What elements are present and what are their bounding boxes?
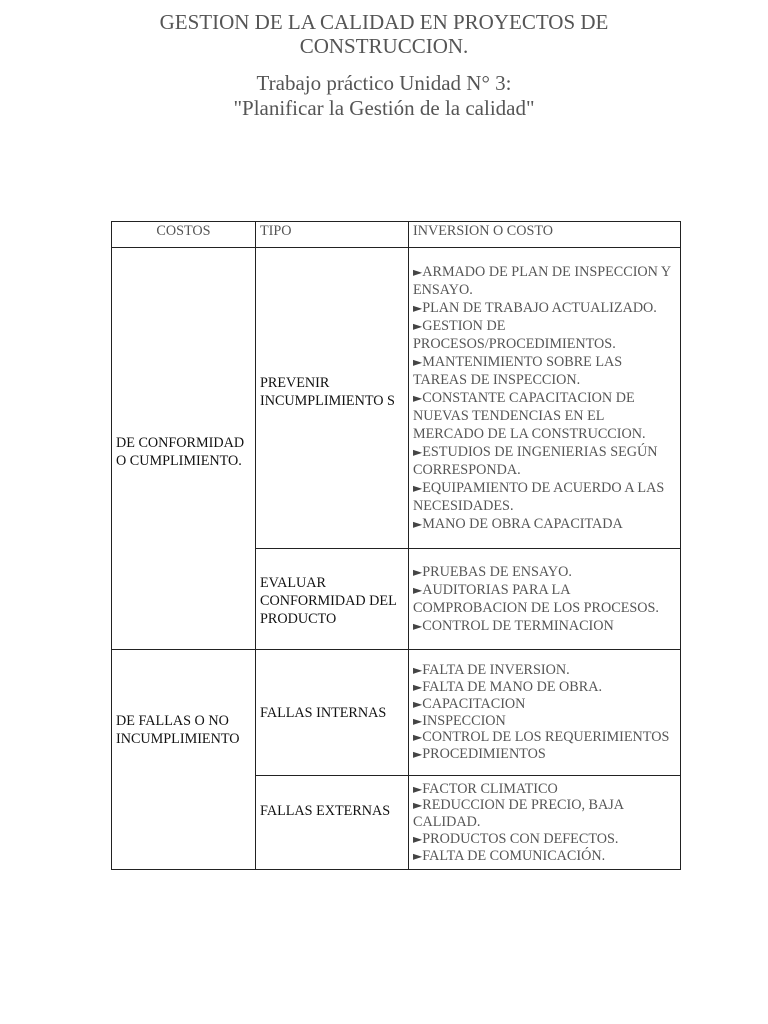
bullet-arrow-icon: ► [413, 730, 423, 745]
table-row [112, 248, 681, 549]
items-list [413, 563, 676, 635]
list-item: ►CONTROL DE LOS REQUERIMIENTOS [413, 729, 670, 746]
list-item: ►CONSTANTE CAPACITACION DE NUEVAS TENDENCIAS EN EL MERCADO DE LA CONSTRUCCION. [413, 390, 646, 442]
list-item: ►FALTA DE MANO DE OBRA. [413, 678, 602, 695]
items-cell-prevenir [409, 248, 681, 549]
document-header [0, 10, 768, 121]
column-header-costos: COSTOS [112, 222, 256, 248]
list-item: ►CONTROL DE TERMINACION [413, 618, 614, 634]
bullet-arrow-icon: ► [413, 391, 423, 405]
bullet-arrow-icon: ► [413, 831, 423, 846]
bullet-arrow-icon: ► [413, 445, 423, 459]
bullet-arrow-icon: ► [413, 517, 423, 531]
list-item: ►FALTA DE COMUNICACIÓN. [413, 847, 606, 864]
tipo-cell-fallas-internas: FALLAS INTERNAS [256, 650, 409, 776]
bullet-arrow-icon: ► [413, 319, 423, 333]
list-item: ►REDUCCION DE PRECIO, BAJA CALIDAD. [413, 797, 624, 831]
bullet-arrow-icon: ► [413, 747, 423, 762]
quality-costs-table [111, 221, 681, 870]
bullet-arrow-icon: ► [413, 481, 423, 495]
bullet-arrow-icon: ► [413, 679, 423, 694]
list-item: ►PRUEBAS DE ENSAYO. [413, 564, 572, 580]
items-cell-fallas-externas [409, 776, 681, 870]
column-header-inversion: INVERSION O COSTO [409, 222, 681, 248]
tipo-cell-evaluar: EVALUAR CONFORMIDAD DEL PRODUCTO [256, 549, 409, 650]
list-item: ►PLAN DE TRABAJO ACTUALIZADO. [413, 300, 657, 316]
table-row [112, 650, 681, 776]
bullet-arrow-icon: ► [413, 265, 423, 279]
tipo-cell-prevenir: PREVENIR INCUMPLIMIENTO S [256, 248, 409, 549]
costos-cell-conformidad: DE CONFORMIDAD O CUMPLIMIENTO. [112, 248, 256, 650]
list-item: ►ESTUDIOS DE INGENIERIAS SEGÚN CORRESPONDA. [413, 444, 658, 478]
list-item: ►INSPECCION [413, 712, 506, 729]
bullet-arrow-icon: ► [413, 798, 423, 813]
bullet-arrow-icon: ► [413, 848, 423, 863]
document-title-line-2: CONSTRUCCION. [299, 34, 469, 58]
items-list [413, 263, 676, 533]
document-title-line-1: GESTION DE LA CALIDAD EN PROYECTOS DE [159, 10, 609, 34]
list-item: ►MANTENIMIENTO SOBRE LAS TAREAS DE INSPECCION. [413, 354, 623, 388]
list-item: ►FACTOR CLIMATICO [413, 780, 558, 797]
bullet-arrow-icon: ► [413, 713, 423, 728]
items-cell-evaluar [409, 549, 681, 650]
list-item: ►ARMADO DE PLAN DE INSPECCION Y ENSAYO. [413, 264, 671, 298]
list-item: ►FALTA DE INVERSION. [413, 662, 570, 679]
bullet-arrow-icon: ► [413, 583, 423, 597]
bullet-arrow-icon: ► [413, 696, 423, 711]
column-header-tipo: TIPO [256, 222, 409, 248]
list-item: ►PRODUCTOS CON DEFECTOS. [413, 830, 619, 847]
document-subtitle [0, 71, 768, 121]
list-item: ►AUDITORIAS PARA LA COMPROBACION DE LOS PROCESOS. [413, 582, 659, 616]
list-item: ►MANO DE OBRA CAPACITADA [413, 516, 623, 532]
table-header-row [112, 222, 681, 248]
document-subtitle-line-1: Trabajo práctico Unidad N° 3: [256, 71, 512, 95]
list-item: ►PROCEDIMIENTOS [413, 746, 546, 763]
bullet-arrow-icon: ► [413, 619, 423, 633]
list-item: ►GESTION DE PROCESOS/PROCEDIMIENTOS. [413, 318, 616, 352]
bullet-arrow-icon: ► [413, 301, 423, 315]
bullet-arrow-icon: ► [413, 663, 423, 678]
items-list [413, 662, 676, 763]
list-item: ►EQUIPAMIENTO DE ACUERDO A LAS NECESIDADES. [413, 480, 665, 514]
list-item: ►CAPACITACION [413, 695, 526, 712]
document-title [0, 10, 768, 58]
document-subtitle-line-2: "Planificar la Gestión de la calidad" [233, 96, 535, 120]
bullet-arrow-icon: ► [413, 781, 423, 796]
costos-cell-fallas: DE FALLAS O NO INCUMPLIMIENTO [112, 650, 256, 870]
bullet-arrow-icon: ► [413, 355, 423, 369]
tipo-cell-fallas-externas: FALLAS EXTERNAS [256, 776, 409, 870]
bullet-arrow-icon: ► [413, 565, 423, 579]
items-list [413, 781, 676, 865]
items-cell-fallas-internas [409, 650, 681, 776]
